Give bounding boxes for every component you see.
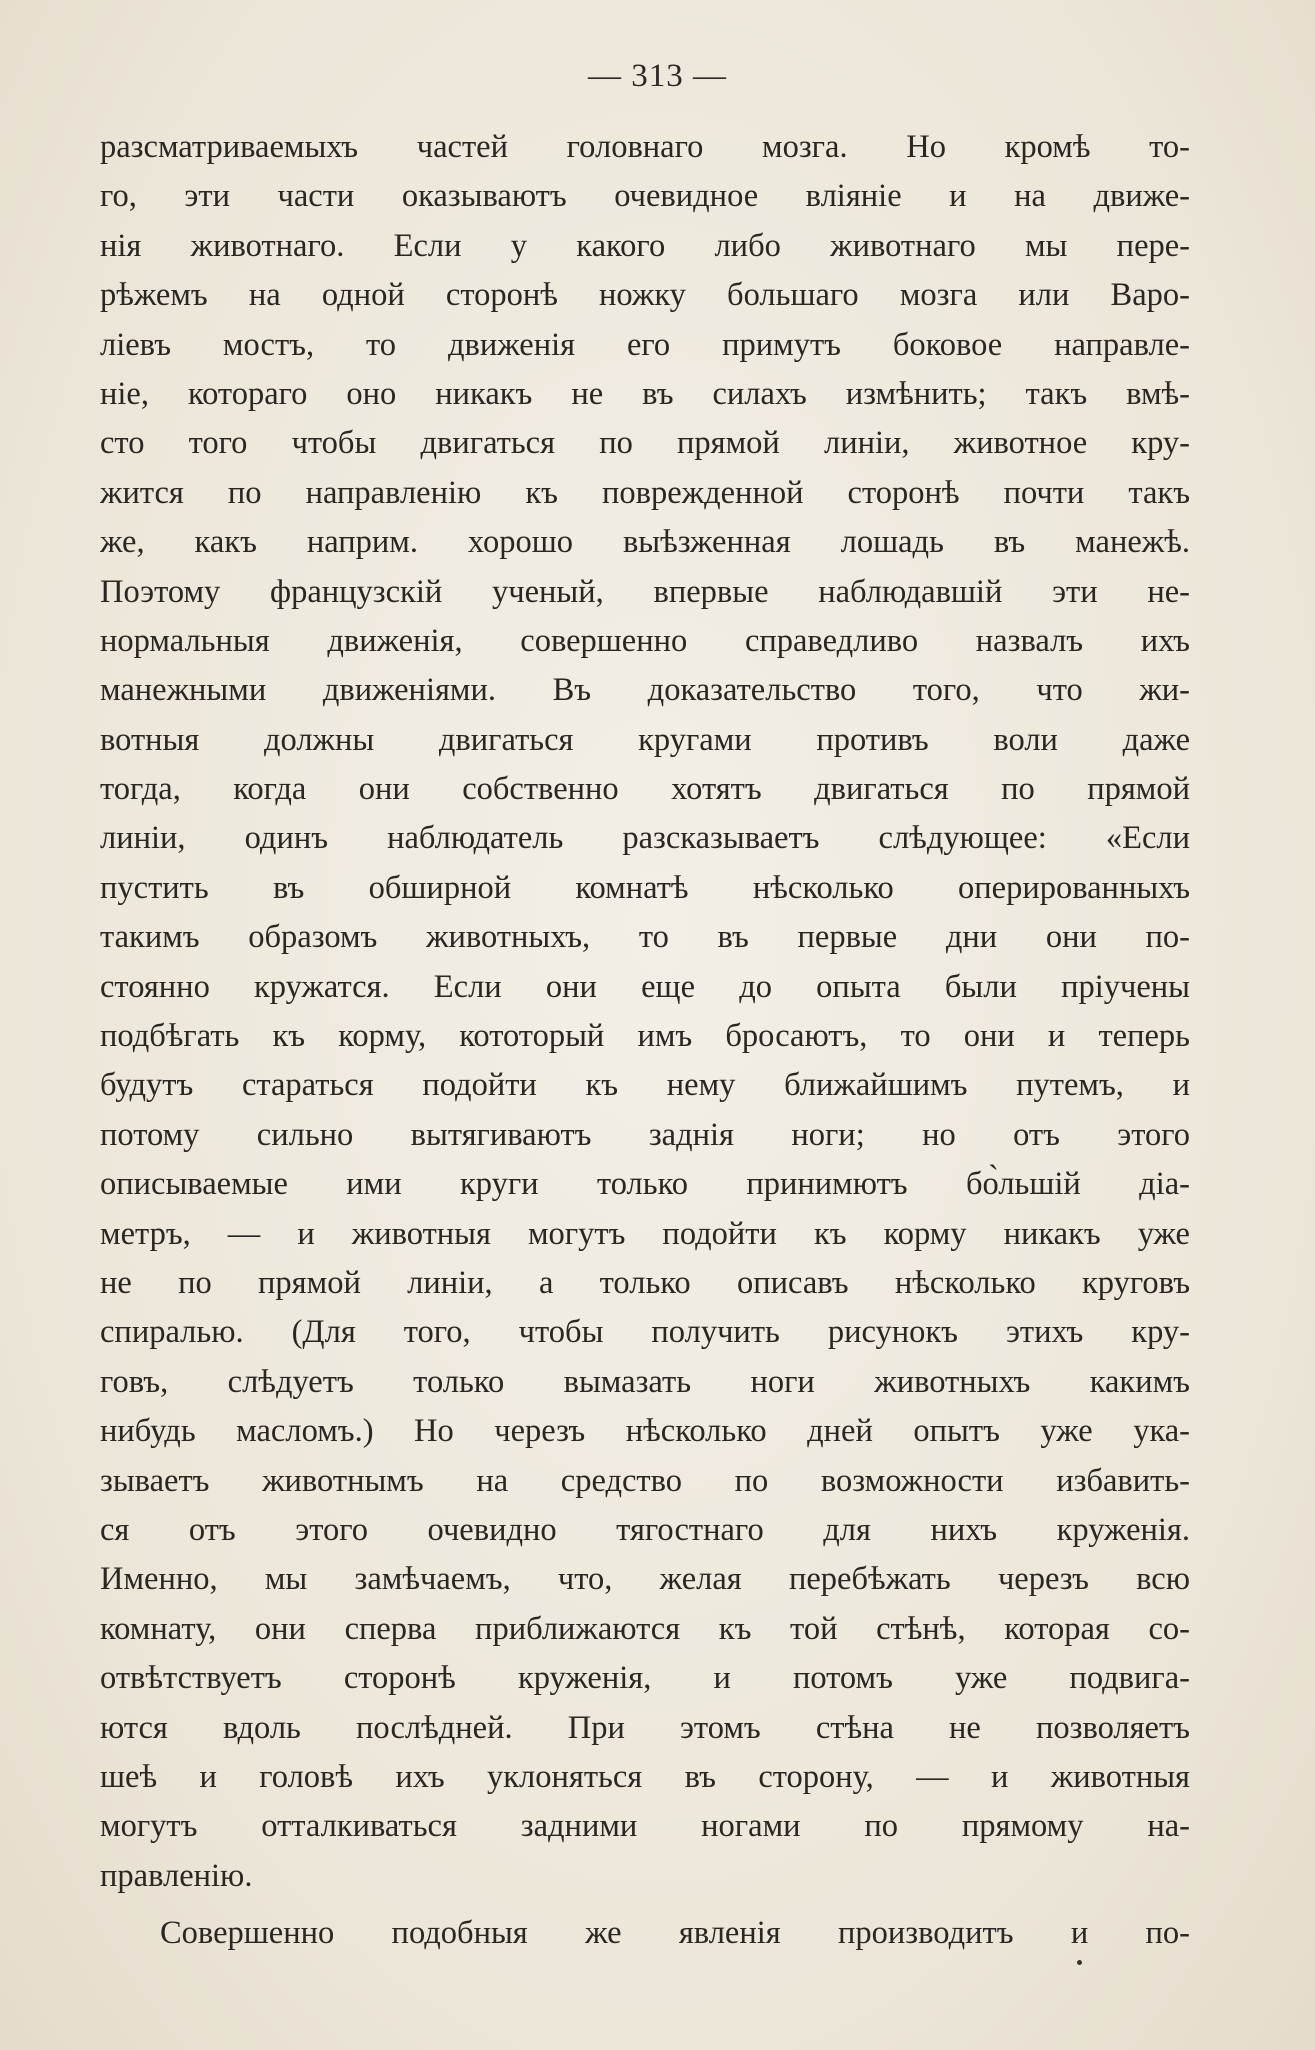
text-line: жится по направленію къ поврежденной сторонѣ почти такъ [100, 474, 1190, 511]
text-line: не по прямой линіи, а только описавъ нѣсколько круговъ [100, 1264, 1190, 1301]
text-line: метръ, — и животныя могутъ подойти къ корму никакъ уже [100, 1215, 1190, 1252]
text-line: спиралью. (Для того, чтобы получить рисунокъ этихъ кру- [100, 1314, 1190, 1351]
text-line: тогда, когда они собственно хотятъ двигаться по прямой [100, 771, 1190, 808]
text-line: такимъ образомъ животныхъ, то въ первые дни они по- [100, 919, 1190, 956]
text-line: подбѣгать къ корму, кототорый имъ бросаютъ, то они и теперь [100, 1018, 1190, 1055]
text-line: го, эти части оказываютъ очевидное вліяніе и на движе- [100, 178, 1190, 215]
text-line: комнату, они сперва приближаются къ той стѣнѣ, которая со- [100, 1610, 1190, 1647]
page-number: — 313 — [588, 58, 727, 94]
text-line: ніе, котораго оно никакъ не въ силахъ измѣнить; такъ вмѣ- [100, 375, 1190, 412]
text-line: говъ, слѣдуетъ только вымазать ноги животныхъ какимъ [100, 1363, 1190, 1400]
text-line: потому сильно вытягиваютъ заднія ноги; но отъ этого [100, 1116, 1190, 1153]
text-line: стоянно кружатся. Если они еще до опыта были пріучены [100, 968, 1190, 1005]
text-line: будутъ стараться подойти къ нему ближайшимъ путемъ, и [100, 1067, 1190, 1104]
text-line: могутъ отталкиваться задними ногами по прямому на- [100, 1808, 1190, 1845]
paragraph [100, 123, 1190, 1901]
text-line: манежными движеніями. Въ доказательство того, что жи- [100, 672, 1190, 709]
text-line: правленію. [100, 1857, 253, 1894]
text-line: ліевъ мостъ, то движенія его примутъ боковое направле- [100, 326, 1190, 363]
text-line: нибудь масломъ.) Но черезъ нѣсколько дней опытъ уже ука- [100, 1413, 1190, 1450]
text-line: нія животнаго. Если у какого либо животнаго мы пере- [100, 227, 1190, 264]
text-line: отвѣтствуетъ сторонѣ круженія, и потомъ уже подвига- [100, 1660, 1190, 1697]
text-line: Именно, мы замѣчаемъ, что, желая перебѣжать черезъ всю [100, 1561, 1190, 1598]
text-line: Совершенно подобныя же явленія производитъ и по- [160, 1915, 1190, 1952]
text-line: ся отъ этого очевидно тягостнаго для нихъ круженія. [100, 1511, 1190, 1548]
text-line: сто того чтобы двигаться по прямой линіи, животное кру- [100, 425, 1190, 462]
text-line: рѣжемъ на одной сторонѣ ножку большаго мозга или Варо- [100, 277, 1190, 314]
paragraph [100, 1909, 1190, 1958]
text-line: вотныя должны двигаться кругами противъ воли даже [100, 721, 1190, 758]
paragraph-gap [100, 1901, 1190, 1909]
body-text [100, 123, 1190, 1958]
text-line: ются вдоль послѣдней. При этомъ стѣна не позволяетъ [100, 1709, 1190, 1746]
text-line: шеѣ и головѣ ихъ уклоняться въ сторону, — и животныя [100, 1758, 1190, 1795]
ink-speck [1077, 1960, 1082, 1965]
text-line: Поэтому французскій ученый, впервые наблюдавшій эти не- [100, 573, 1190, 610]
text-line: нормальныя движенія, совершенно справедливо назвалъ ихъ [100, 622, 1190, 659]
text-line: описываемые ими круги только принимютъ бо̀льшій діа- [100, 1166, 1190, 1203]
text-line: линіи, одинъ наблюдатель разсказываетъ слѣдующее: «Если [100, 820, 1190, 857]
text-line: зываетъ животнымъ на средство по возможности избавить- [100, 1462, 1190, 1499]
text-line: разсматриваемыхъ частей головнаго мозга. Но кромѣ то- [100, 129, 1190, 165]
text-line: пустить въ обширной комнатѣ нѣсколько оперированныхъ [100, 869, 1190, 906]
text-line: же, какъ наприм. хорошо выѣзженная лошадь въ манежѣ. [100, 524, 1190, 561]
